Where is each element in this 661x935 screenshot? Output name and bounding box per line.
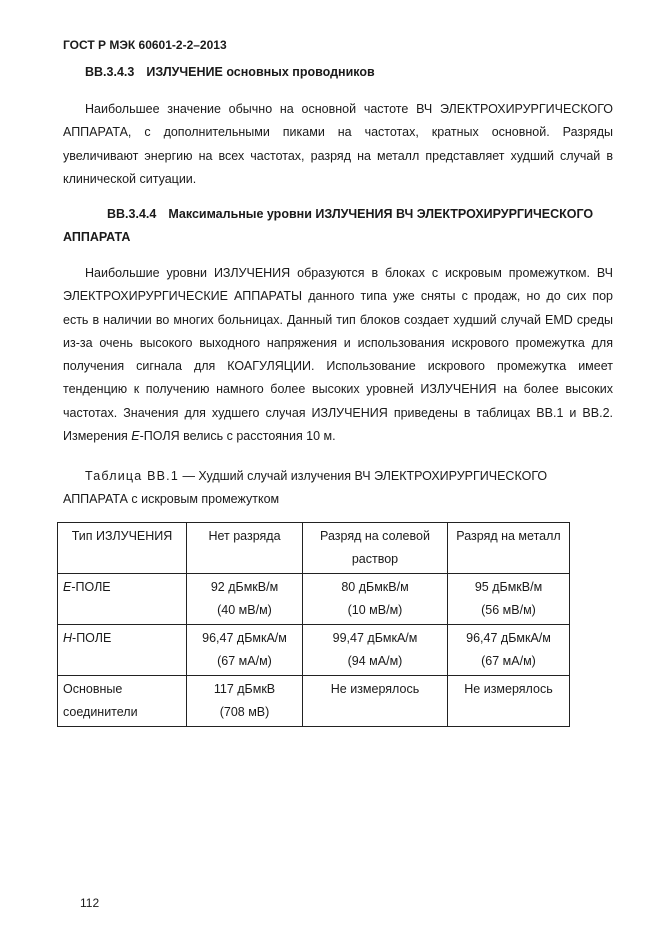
section-number: ВВ.3.4.3 <box>85 65 135 79</box>
table-cell-type <box>58 676 187 727</box>
table-cell <box>448 574 570 625</box>
cell-subvalue: (10 мВ/м) <box>347 603 403 617</box>
cell-value: 117 дБмкВ <box>213 682 276 696</box>
paragraph-text: Наибольшие уровни ИЗЛУЧЕНИЯ образуются в блоках с искровым промежутком. ВЧ ЭЛЕКТРОХИРУРГИЧЕСКИЕ АППАРАТЫ данного типа уже сняты с продаж, но до сих пор есть в наличии во многих больницах. Данный тип блоков создает худший случай EMD среды из-за очень высокого выходного напряжения и использования искрового промежутка для получения сигнала для КОАГУЛЯЦИИ. Использование искрового промежутка имеет тенденцию к получению намного более высоких уровней ИЗЛУЧЕНИЯ на более высоких частотах. Значения для худшего случая ИЗЛУЧЕНИЯ приведены в таблицах ВВ.1 и ВВ.2. Измерения <box>63 266 613 444</box>
type-italic: E <box>63 580 72 594</box>
table-header-cell: Тип ИЗЛУЧЕНИЯ <box>58 523 187 574</box>
table-row <box>58 574 570 625</box>
type-text: Основные соединители <box>63 682 138 719</box>
paragraph-text: -ПОЛЯ велись с расстояния 10 м. <box>139 429 336 444</box>
table-cell-type <box>58 574 187 625</box>
cell-value: 95 дБмкВ/м <box>474 580 543 594</box>
cell-value: Не измерялось <box>464 682 553 696</box>
type-text: -ПОЛЕ <box>72 631 112 645</box>
table-cell <box>303 676 448 727</box>
table-caption <box>63 465 613 511</box>
cell-value: 96,47 дБмкА/м <box>466 631 551 645</box>
cell-value: 92 дБмкВ/м <box>210 580 279 594</box>
cell-value: Не измерялось <box>330 682 420 696</box>
section-heading-1 <box>85 61 375 84</box>
cell-subvalue: (56 мВ/м) <box>481 603 536 617</box>
table-header-cell: Нет разряда <box>187 523 303 574</box>
table-cell <box>187 625 303 676</box>
table-cell <box>187 574 303 625</box>
cell-value: 99,47 дБмкА/м <box>332 631 418 645</box>
section-title: Максимальные уровни ИЗЛУЧЕНИЯ ВЧ ЭЛЕКТРОХИРУРГИЧЕСКОГО АППАРАТА <box>63 207 594 244</box>
table-header-cell: Разряд на металл <box>448 523 570 574</box>
table-cell <box>187 676 303 727</box>
table-cell <box>448 625 570 676</box>
type-text: -ПОЛЕ <box>71 580 111 594</box>
cell-subvalue: (40 мВ/м) <box>217 603 272 617</box>
table-caption-text: — Худший случай излучения ВЧ ЭЛЕКТРОХИРУРГИЧЕСКОГО АППАРАТА с искровым промежутком <box>63 469 548 506</box>
table-row <box>58 676 570 727</box>
section-heading-2 <box>63 203 615 249</box>
cell-value: 80 дБмкВ/м <box>341 580 409 594</box>
radiation-table <box>57 522 570 727</box>
cell-subvalue: (94 мА/м) <box>347 654 403 668</box>
section-paragraph-2 <box>63 262 613 448</box>
cell-subvalue: (67 мА/м) <box>481 654 536 668</box>
standard-header: ГОСТ Р МЭК 60601-2-2–2013 <box>63 38 227 52</box>
table-header-cell: Разряд на солевой раствор <box>303 523 448 574</box>
type-italic: H <box>63 631 73 645</box>
table-header-row <box>58 523 570 574</box>
page-number: 112 <box>80 896 100 910</box>
section-title: ИЗЛУЧЕНИЕ основных проводников <box>146 65 375 79</box>
cell-value: 96,47 дБмкА/м <box>202 631 287 645</box>
table-cell-type <box>58 625 187 676</box>
table-label: Таблица ВВ.1 <box>85 469 179 483</box>
table-cell <box>303 625 448 676</box>
cell-subvalue: (708 мВ) <box>219 705 270 719</box>
section-number: ВВ.3.4.4 <box>107 207 157 221</box>
paragraph-italic: E <box>131 429 140 444</box>
table-cell <box>448 676 570 727</box>
section-paragraph-1: Наибольшее значение обычно на основной частоте ВЧ ЭЛЕКТРОХИРУРГИЧЕСКОГО АППАРАТА, с дополнительными пиками на частотах, кратных основной. Разряды увеличивают энергию на всех частотах, разряд на металл представляет худший случай в клинической ситуации. <box>63 102 613 186</box>
table-cell <box>303 574 448 625</box>
table-row <box>58 625 570 676</box>
cell-subvalue: (67 мА/м) <box>217 654 272 668</box>
